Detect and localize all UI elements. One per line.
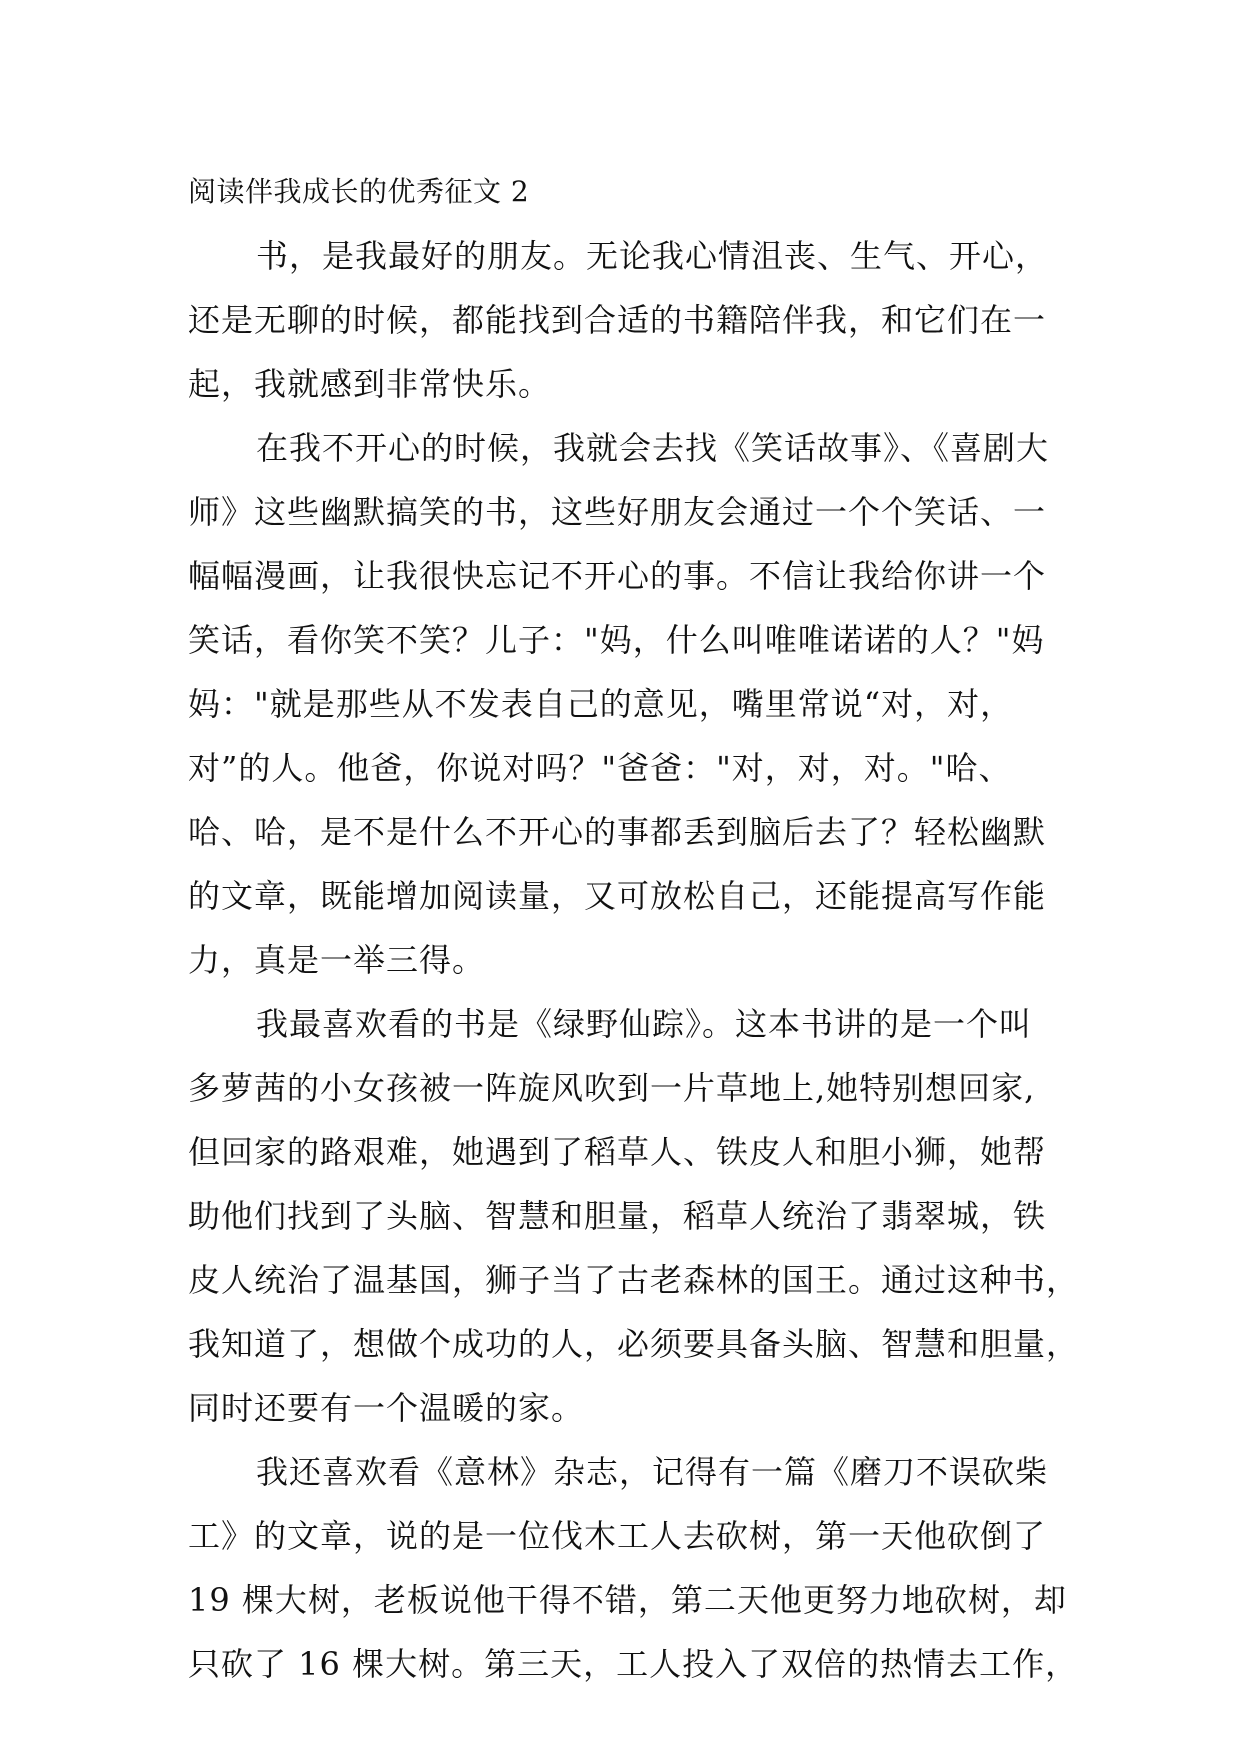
text-line: 书，是我最好的朋友。无论我心情沮丧、生气、开心， <box>256 237 1049 275</box>
text-line: 妈："就是那些从不发表自己的意见，嘴里常说“对，对， <box>188 685 1014 723</box>
text-line: 皮人统治了温基国，狮子当了古老森林的国王。通过这种书， <box>188 1261 1080 1299</box>
paragraph-4 <box>188 1440 1079 1696</box>
text-line: 只砍了 16 棵大树。第三天，工人投入了双倍的热情去工作， <box>188 1645 1079 1683</box>
text-line: 我知道了，想做个成功的人，必须要具备头脑、智慧和胆量， <box>188 1325 1080 1363</box>
text-line: 我还喜欢看《意林》杂志，记得有一篇《磨刀不误砍柴 <box>256 1453 1049 1491</box>
text-line: 但回家的路艰难，她遇到了稻草人、铁皮人和胆小狮，她帮 <box>188 1133 1047 1171</box>
text-line: 哈、哈，是不是什么不开心的事都丢到脑后去了？轻松幽默 <box>188 813 1047 851</box>
text-line: 笑话，看你笑不笑？儿子："妈，什么叫唯唯诺诺的人？"妈 <box>188 621 1045 659</box>
text-line: 多萝茜的小女孩被一阵旋风吹到一片草地上,她特别想回家, <box>188 1069 1036 1107</box>
text-line: 力，真是一举三得。 <box>188 941 486 979</box>
text-line: 19 棵大树，老板说他干得不错，第二天他更努力地砍树，却 <box>188 1581 1067 1619</box>
paragraph-1 <box>188 224 1063 416</box>
text-line: 的文章，既能增加阅读量，又可放松自己，还能提高写作能 <box>188 877 1047 915</box>
paragraph-2 <box>188 416 1063 992</box>
text-line: 还是无聊的时候，都能找到合适的书籍陪伴我，和它们在一 <box>188 301 1047 339</box>
text-line: 对”的人。他爸，你说对吗？"爸爸："对，对，对。"哈、 <box>188 749 1012 787</box>
text-line: 在我不开心的时候，我就会去找《笑话故事》、《喜剧大 <box>256 429 1050 467</box>
document-body <box>188 160 1080 1696</box>
text-line: 起，我就感到非常快乐。 <box>188 365 552 403</box>
text-line: 我最喜欢看的书是《绿野仙踪》。这本书讲的是一个叫 <box>256 1005 1033 1043</box>
text-line: 师》这些幽默搞笑的书，这些好朋友会通过一个个笑话、一 <box>188 493 1047 531</box>
text-line: 助他们找到了头脑、智慧和胆量，稻草人统治了翡翠城，铁 <box>188 1197 1047 1235</box>
document-title: 阅读伴我成长的优秀征文 2 <box>188 175 530 208</box>
text-line: 工》的文章，说的是一位伐木工人去砍树，第一天他砍倒了 <box>188 1517 1047 1555</box>
text-line: 同时还要有一个温暖的家。 <box>188 1389 585 1427</box>
text-line: 幅幅漫画，让我很快忘记不开心的事。不信让我给你讲一个 <box>188 557 1047 595</box>
paragraph-3 <box>188 992 1080 1440</box>
